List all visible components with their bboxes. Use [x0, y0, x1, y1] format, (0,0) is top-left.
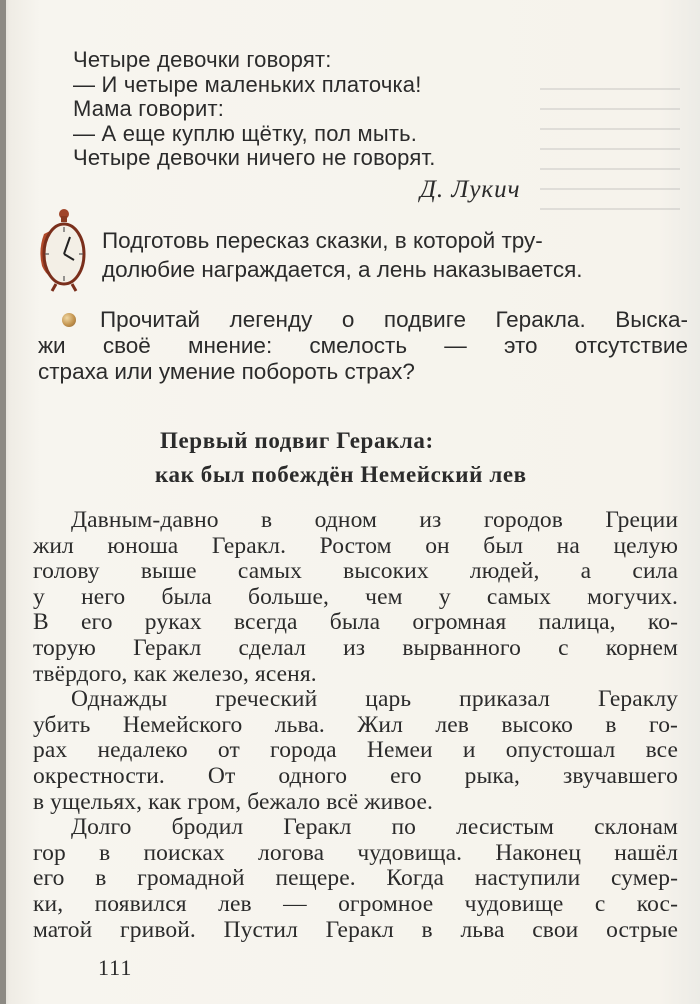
task-line: страха или умение побороть страх? — [38, 359, 415, 384]
book-spine-edge — [0, 0, 6, 1004]
story-title-line-1: Первый подвиг Геракла: — [160, 428, 434, 453]
alarm-clock-icon — [36, 206, 90, 292]
poem-line: — И четыре маленьких платочка! — [73, 71, 422, 97]
story-line: В его руках всегда была огромная палица, ко- — [33, 609, 678, 636]
poem-author: Д. Лукич — [420, 176, 521, 203]
story-line: жил юноша Геракл. Ростом он был на целую — [33, 532, 678, 559]
poem-line: Мама говорит: — [73, 96, 225, 122]
story-line: матой гривой. Пустил Геракл в льва свои острые — [33, 916, 678, 943]
poem-line: Четыре девочки говорят: — [73, 47, 332, 72]
story-line: Давным-давно в одном из городов Греции — [71, 507, 678, 533]
task-line: жи своё мнение: смелость — это отсутствие — [38, 333, 688, 358]
story-line: окрестности. От одного его рыка, звучавшего — [33, 762, 678, 789]
story-line: голову выше самых высоких людей, а сила — [33, 558, 678, 585]
story-line: в ущельях, как гром, бежало всё живое. — [33, 788, 433, 815]
task-line: Подготовь пересказ сказки, в которой тру- — [102, 228, 543, 253]
story-line: его в громадной пещере. Когда наступили сумер- — [33, 865, 678, 892]
story-line: Долго бродил Геракл по лесистым склонам — [71, 814, 678, 841]
page-number: 111 — [98, 955, 133, 980]
retelling-task — [102, 226, 682, 284]
task-line: долюбие награждается, а лень наказывается. — [102, 257, 583, 282]
reading-task — [38, 307, 688, 385]
poem-excerpt — [73, 48, 593, 171]
story-line: торую Геракл сделал из вырванного с корнем — [33, 634, 678, 661]
story-line: Однажды греческий царь приказал Гераклу — [71, 686, 678, 713]
story-line: ки, появился лев — огромное чудовище с кос- — [33, 890, 678, 917]
poem-line: Четыре девочки ничего не говорят. — [73, 145, 436, 171]
story-text — [33, 508, 678, 943]
story-line: гор в поисках логова чудовища. Наконец нашёл — [33, 839, 678, 866]
story-line: убить Немейского льва. Жил лев высоко в го- — [33, 711, 678, 738]
task-line: Прочитай легенду о подвиге Геракла. Выска- — [100, 307, 688, 332]
story-title-line-2: как был побеждён Немейский лев — [155, 462, 527, 487]
poem-line: — А еще куплю щётку, пол мыть. — [73, 120, 418, 146]
story-line: рах недалеко от города Немеи и опустошал все — [33, 737, 678, 764]
story-title — [130, 424, 650, 492]
story-line: у него была больше, чем у самых могучих. — [33, 583, 678, 610]
story-line: твёрдого, как железо, ясеня. — [33, 660, 317, 687]
